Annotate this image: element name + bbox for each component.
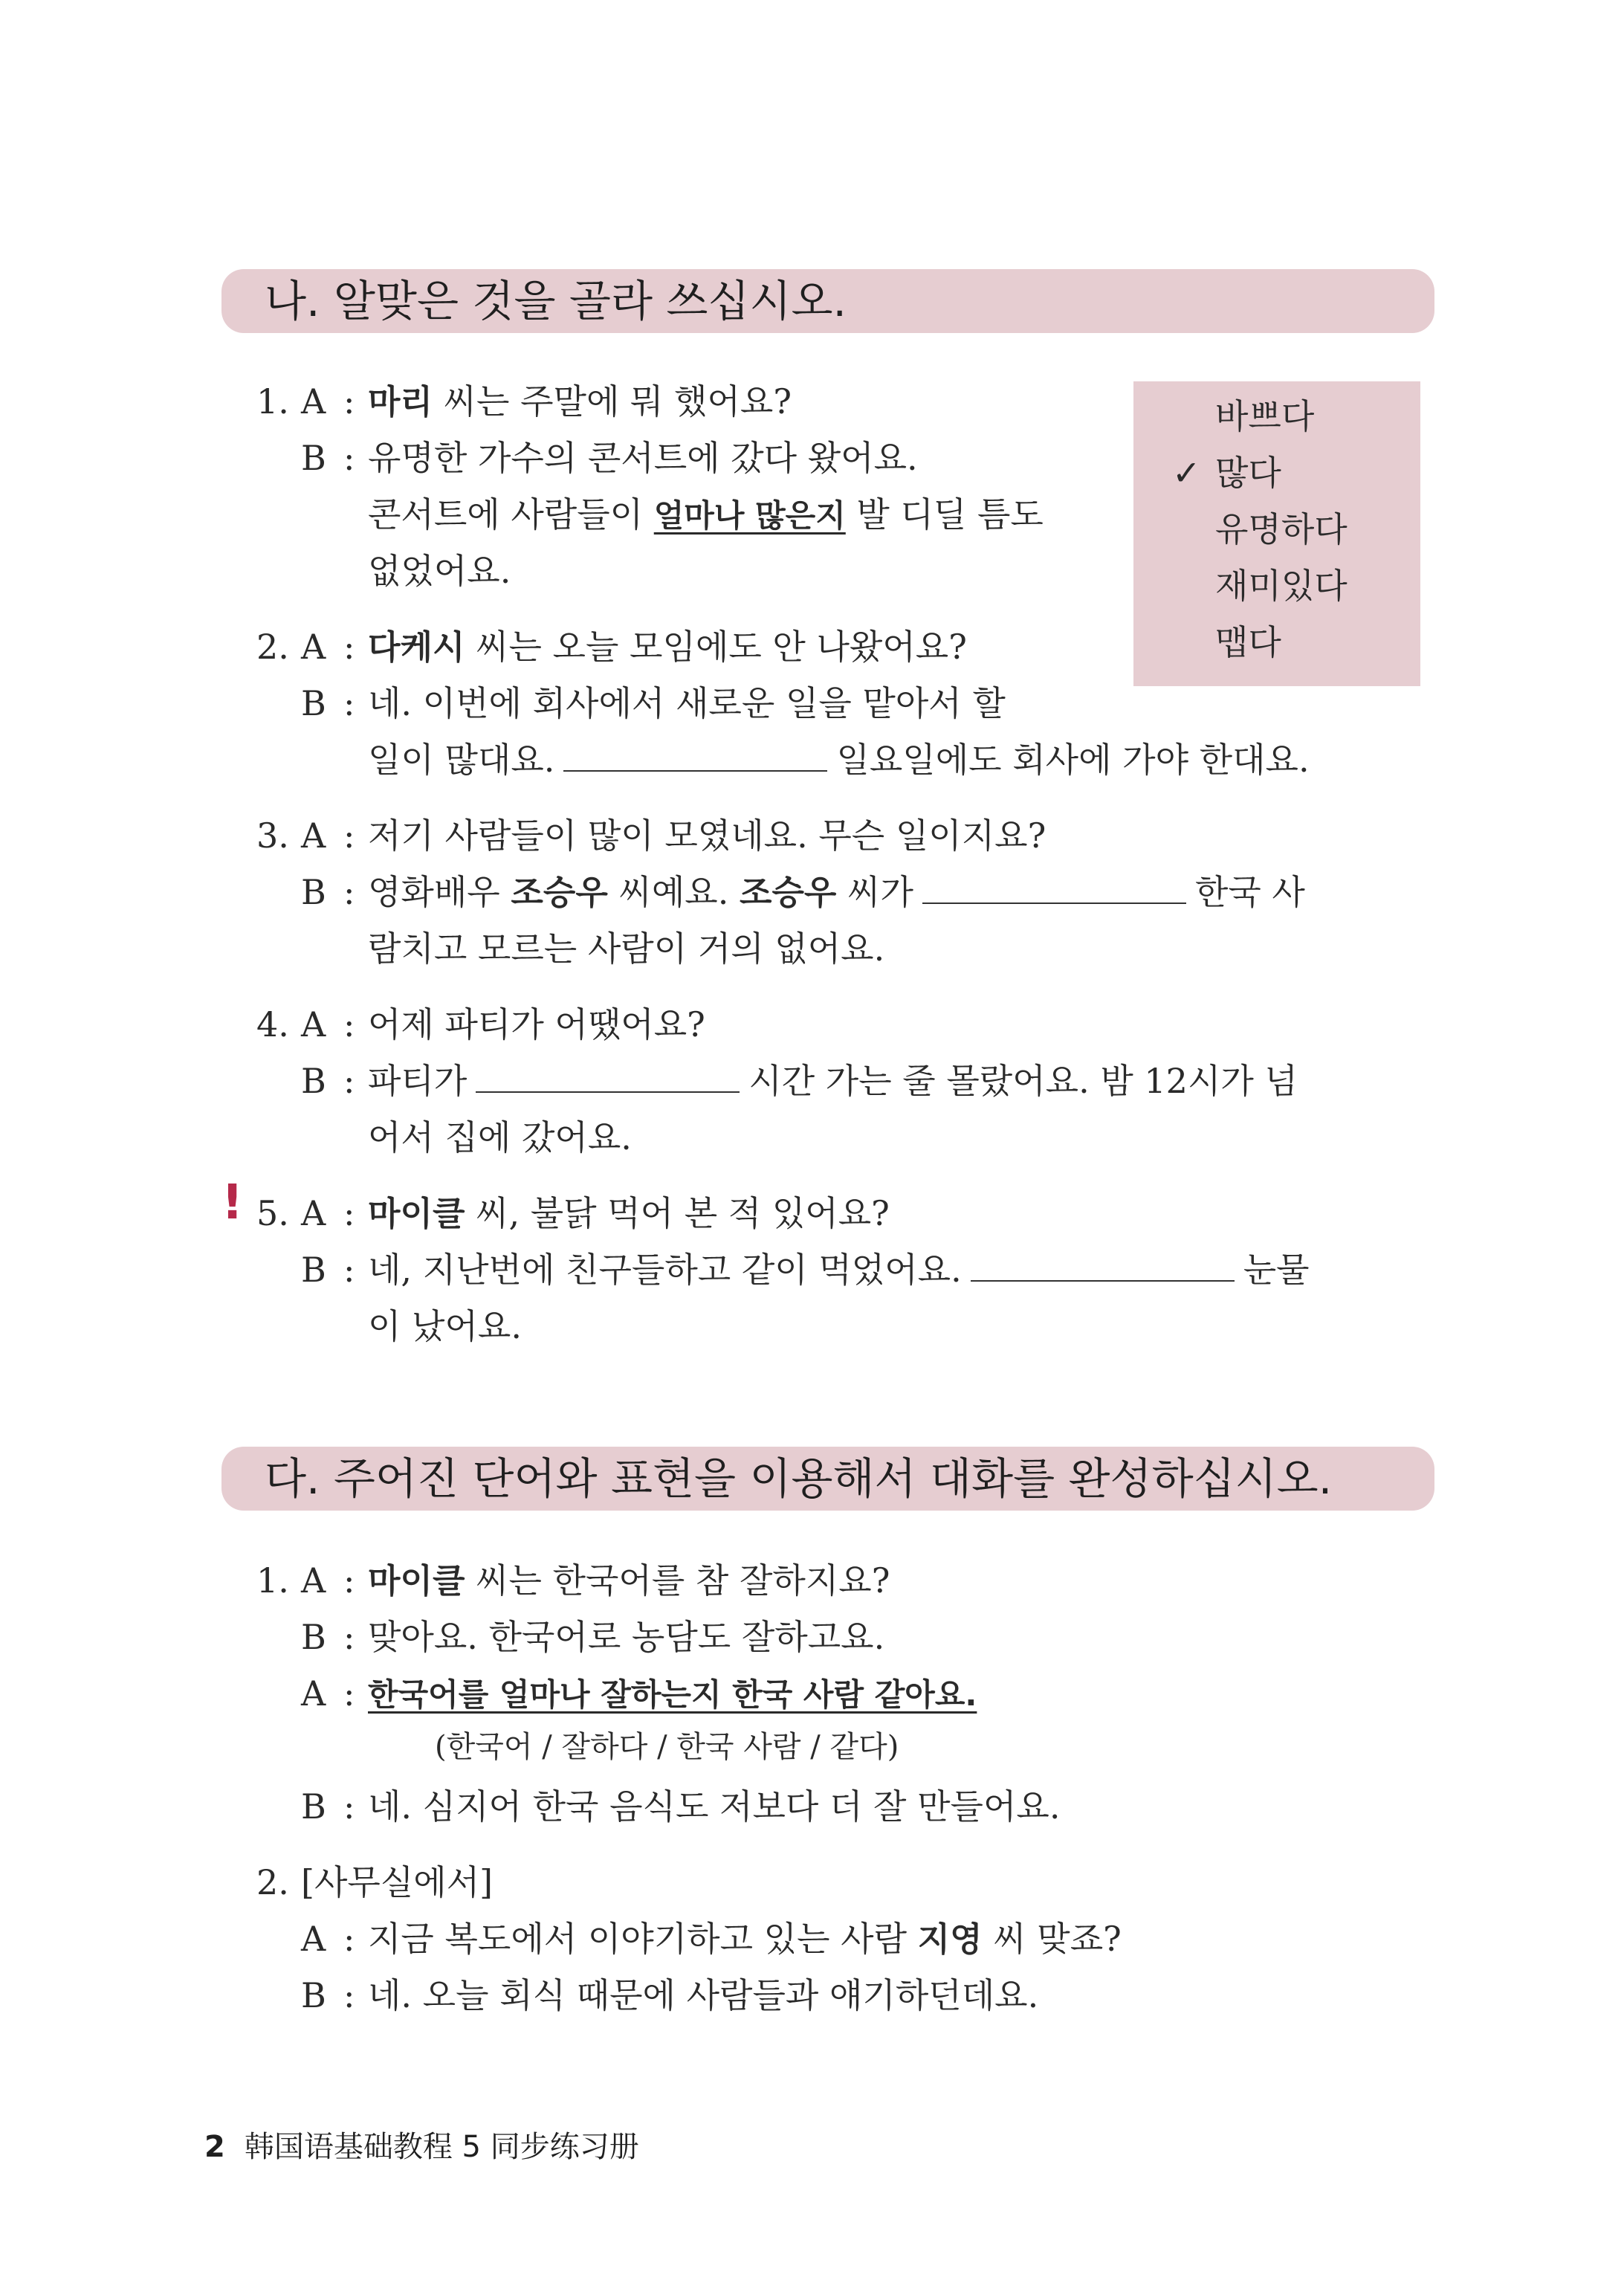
na-q1-b-line2: 콘서트에 사람들이 얼마나 많은지 발 디딜 틈도 bbox=[368, 494, 1044, 535]
question-number: 4. bbox=[256, 1004, 289, 1044]
question-number: 3. bbox=[256, 816, 289, 856]
speaker-b: B bbox=[301, 1061, 326, 1101]
speaker-b: B bbox=[301, 872, 326, 912]
colon: : bbox=[343, 1004, 355, 1044]
dialogue-text: 영화배우 조승우 씨예요. 조승우 씨가 한국 사 bbox=[368, 872, 1305, 912]
question-number: 5. bbox=[256, 1193, 289, 1233]
dialogue-text: 네, 지난번에 친구들하고 같이 먹었어요. 눈물 bbox=[368, 1250, 1310, 1290]
book-title: 韩国语基础教程 5 同步练习册 bbox=[244, 2130, 639, 2164]
colon: : bbox=[343, 1250, 355, 1290]
section-na-header bbox=[221, 269, 1434, 333]
word-1: 바쁘다 bbox=[1215, 396, 1315, 436]
colon: : bbox=[343, 1975, 355, 2015]
person-name: 마리 bbox=[368, 382, 433, 422]
colon: : bbox=[343, 1919, 355, 1959]
dialogue-text: 어제 파티가 어땠어요? bbox=[368, 1004, 705, 1044]
dialogue-text: 파티가 시간 가는 줄 몰랐어요. 밤 12시가 넘 bbox=[368, 1061, 1298, 1101]
person-name: 다케시 bbox=[368, 627, 465, 667]
speaker-a: A bbox=[301, 381, 326, 422]
answer-blank[interactable] bbox=[476, 1062, 740, 1093]
person-name: 마이클 bbox=[368, 1561, 465, 1601]
colon: : bbox=[343, 381, 355, 422]
exclamation-icon: ! bbox=[221, 1175, 244, 1230]
colon: : bbox=[343, 1786, 355, 1827]
speaker-a: A bbox=[301, 1004, 326, 1044]
dialogue-text: 저기 사람들이 많이 모였네요. 무슨 일이지요? bbox=[368, 816, 1046, 856]
answer-blank[interactable] bbox=[971, 1250, 1235, 1282]
na-q1-b-line3: 없었어요. bbox=[368, 551, 511, 591]
person-name: 조승우 bbox=[511, 873, 608, 912]
dialogue-text: 네. 이번에 회사에서 새로운 일을 맡아서 할 bbox=[368, 683, 1006, 723]
answer-blank[interactable] bbox=[563, 740, 827, 772]
context-label: [사무실에서] bbox=[301, 1862, 494, 1902]
word-5: 맵다 bbox=[1215, 622, 1281, 662]
question-number: 2. bbox=[256, 627, 289, 667]
dialogue-text: 네. 오늘 회식 때문에 사람들과 얘기하던데요. bbox=[368, 1975, 1039, 2015]
colon: : bbox=[343, 872, 355, 912]
question-number: 2. bbox=[256, 1862, 289, 1902]
colon: : bbox=[343, 438, 355, 478]
speaker-b: B bbox=[301, 1250, 326, 1290]
dialogue-text: 다케시 씨는 오늘 모임에도 안 나왔어요? bbox=[368, 627, 967, 667]
speaker-b: B bbox=[301, 1975, 326, 2015]
person-name: 지영 bbox=[917, 1919, 983, 1959]
na-q5-b-line2: 이 났어요. bbox=[368, 1306, 522, 1346]
dialogue-text: 마이클 씨, 불닭 먹어 본 적 있어요? bbox=[368, 1193, 890, 1233]
colon: : bbox=[343, 627, 355, 667]
word-hint: (한국어 / 잘하다 / 한국 사람 / 같다) bbox=[435, 1730, 899, 1764]
speaker-b: B bbox=[301, 683, 326, 723]
question-number: 1. bbox=[256, 381, 289, 422]
person-name: 마이클 bbox=[368, 1194, 465, 1233]
answer-blank[interactable] bbox=[922, 873, 1186, 904]
section-na-title: 나. 알맞은 것을 골라 쓰십시오. bbox=[265, 276, 847, 326]
na-q3-b-line2: 람치고 모르는 사람이 거의 없어요. bbox=[368, 929, 885, 969]
dialogue-text: 마이클 씨는 한국어를 참 잘하지요? bbox=[368, 1560, 890, 1601]
section-da-title: 다. 주어진 단어와 표현을 이용해서 대화를 완성하십시오. bbox=[265, 1453, 1333, 1504]
colon: : bbox=[343, 816, 355, 856]
dialogue-text bbox=[368, 1671, 977, 1717]
speaker-a: A bbox=[301, 1560, 326, 1601]
dialogue-text: 유명한 가수의 콘서트에 갔다 왔어요. bbox=[368, 438, 918, 478]
na-q2-b-line2: 일이 많대요. 일요일에도 회사에 가야 한대요. bbox=[368, 740, 1310, 780]
speaker-a: A bbox=[301, 1919, 326, 1959]
dialogue-text: 지금 복도에서 이야기하고 있는 사람 지영 씨 맞죠? bbox=[368, 1919, 1122, 1959]
dialogue-text: 맞아요. 한국어로 농담도 잘하고요. bbox=[368, 1617, 885, 1657]
dialogue-text: 마리 씨는 주말에 뭐 했어요? bbox=[368, 381, 792, 422]
colon: : bbox=[343, 1560, 355, 1601]
dialogue-text: 네. 심지어 한국 음식도 저보다 더 잘 만들어요. bbox=[368, 1786, 1061, 1827]
word-2: 많다 bbox=[1215, 453, 1281, 493]
word-3: 유명하다 bbox=[1215, 509, 1348, 549]
word-4: 재미있다 bbox=[1215, 566, 1348, 606]
colon: : bbox=[343, 1673, 355, 1714]
page-number: 2 bbox=[204, 2130, 225, 2164]
speaker-b: B bbox=[301, 1617, 326, 1657]
word-box bbox=[1133, 381, 1420, 686]
question-number: 1. bbox=[256, 1560, 289, 1601]
page-footer bbox=[204, 2126, 639, 2168]
check-icon: ✓ bbox=[1172, 453, 1201, 493]
speaker-a: A bbox=[301, 816, 326, 856]
section-da-header bbox=[221, 1447, 1434, 1511]
na-q4-b-line2: 어서 집에 갔어요. bbox=[368, 1117, 632, 1157]
speaker-a: A bbox=[301, 627, 326, 667]
example-answer: 얼마나 많은지 bbox=[653, 497, 846, 534]
colon: : bbox=[343, 1193, 355, 1233]
speaker-b: B bbox=[301, 1786, 326, 1827]
example-answer: 한국어를 얼마나 잘하는지 한국 사람 같아요. bbox=[368, 1676, 977, 1713]
colon: : bbox=[343, 1617, 355, 1657]
speaker-a: A bbox=[301, 1673, 326, 1714]
colon: : bbox=[343, 1061, 355, 1101]
speaker-a: A bbox=[301, 1193, 326, 1233]
speaker-b: B bbox=[301, 438, 326, 478]
person-name: 조승우 bbox=[739, 873, 837, 912]
colon: : bbox=[343, 683, 355, 723]
